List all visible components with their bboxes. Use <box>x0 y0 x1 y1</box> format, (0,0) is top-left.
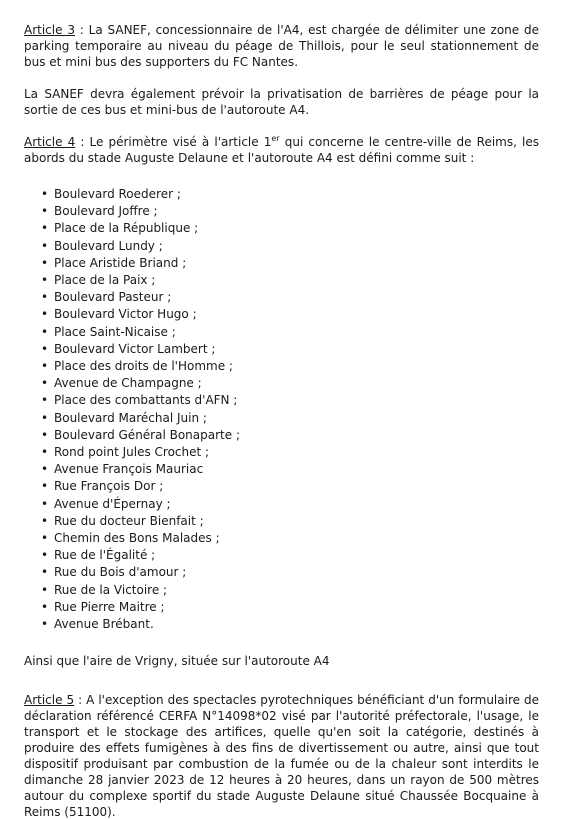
bullet-icon: • <box>41 427 49 442</box>
bullet-icon: • <box>41 187 49 201</box>
list-item: • Rue du Bois d'amour ; <box>41 564 539 581</box>
bullet-icon: • <box>41 359 49 374</box>
list-item: • Boulevard Victor Lambert ; <box>41 341 539 358</box>
vrigny-paragraph: Ainsi que l'aire de Vrigny, située sur l'autoroute A4 <box>24 654 330 669</box>
article-3-label: Article 3 <box>24 23 75 37</box>
list-item: • Boulevard Roederer ; <box>41 186 539 203</box>
list-item: • Rond point Jules Crochet ; <box>41 444 539 461</box>
article-5-paragraph <box>24 692 539 820</box>
article-5-label: Article 5 <box>24 693 75 708</box>
article-4-superscript: er <box>271 134 280 143</box>
bullet-icon: • <box>41 255 49 270</box>
list-item: • Boulevard Général Bonaparte ; <box>41 427 539 444</box>
list-item: • Place de la République ; <box>41 220 539 237</box>
bullet-icon: • <box>41 393 49 408</box>
bullet-icon: • <box>41 599 49 614</box>
list-item: • Place de la Paix ; <box>41 272 539 289</box>
bullet-icon: • <box>41 290 49 305</box>
list-item: • Boulevard Maréchal Juin ; <box>41 410 539 427</box>
list-item: • Boulevard Joffre ; <box>41 203 539 220</box>
article-4-text-after: qui concerne le centre-ville de Reims, les abords du stade Auguste Delaune et l'autoroute A4 est défini comme suit : <box>24 135 539 165</box>
bullet-icon: • <box>41 479 49 494</box>
bullet-icon: • <box>41 204 49 219</box>
list-item: • Rue du docteur Bienfait ; <box>41 513 539 530</box>
bullet-icon: • <box>41 462 49 477</box>
bullet-icon: • <box>41 410 49 425</box>
list-item: • Avenue François Mauriac <box>41 461 539 478</box>
list-item: • Rue François Dor ; <box>41 478 539 495</box>
bullet-icon: • <box>41 307 49 322</box>
bullet-icon: • <box>41 548 49 563</box>
list-item: • Rue de la Victoire ; <box>41 582 539 599</box>
list-item: • Avenue Brébant. <box>41 616 539 633</box>
bullet-icon: • <box>41 341 49 356</box>
article-3-text: : La SANEF, concessionnaire de l'A4, est chargée de délimiter une zone de parking temporaire au niveau du péage de Thillois, pour le seul stationnement de bus et mini bus des supporters du FC Nantes. <box>24 23 539 69</box>
article-4-label: Article 4 <box>24 135 76 149</box>
list-item: • Rue Pierre Maitre ; <box>41 599 539 616</box>
article-5-text: : A l'exception des spectacles pyrotechniques bénéficiant d'un formulaire de déclaration référencé CERFA N°14098*02 visé par l'autorité préfectorale, l'usage, le transport et le stockage des artifices, quelle qu'en soit la catégorie, destinés à produire des effets fumigènes à des fins de divertissement ou autre, ainsi que tout dispositif produisant par combustion de la fumée ou de la chaleur sont interdits le dimanche 28 janvier 2023 de 12 heures à 20 heures, dans un rayon de 500 mètres autour du complexe sportif du stade Auguste Delaune situé Chaussée Bocquaine à Reims (51100). <box>24 693 539 820</box>
bullet-icon: • <box>41 617 49 632</box>
sanef-paragraph: La SANEF devra également prévoir la privatisation de barrières de péage pour la sortie de ces bus et mini-bus de l'autoroute A4. <box>24 87 539 117</box>
list-item: • Boulevard Victor Hugo ; <box>41 306 539 323</box>
list-item: • Place Saint-Nicaise ; <box>41 324 539 341</box>
bullet-icon: • <box>41 221 49 236</box>
bullet-icon: • <box>41 376 49 391</box>
bullet-icon: • <box>41 273 49 288</box>
list-item: • Place des combattants d'AFN ; <box>41 392 539 409</box>
list-item: • Rue de l'Égalité ; <box>41 547 539 564</box>
list-item: • Place des droits de l'Homme ; <box>41 358 539 375</box>
bullet-icon: • <box>41 565 49 580</box>
bullet-icon: • <box>41 496 49 511</box>
bullet-icon: • <box>41 582 49 597</box>
list-item: • Boulevard Pasteur ; <box>41 289 539 306</box>
article-4-paragraph <box>24 134 539 166</box>
article-4-text-before: : Le périmètre visé à l'article 1 <box>75 135 272 149</box>
list-item: • Chemin des Bons Malades ; <box>41 530 539 547</box>
list-item: • Place Aristide Briand ; <box>41 255 539 272</box>
list-item: • Avenue d'Épernay ; <box>41 496 539 513</box>
bullet-icon: • <box>41 324 49 339</box>
bullet-icon: • <box>41 445 49 460</box>
bullet-icon: • <box>41 513 49 528</box>
bullet-icon: • <box>41 531 49 546</box>
bullet-icon: • <box>41 238 49 253</box>
list-item: • Avenue de Champagne ; <box>41 375 539 392</box>
article-3-paragraph <box>24 22 539 70</box>
street-list <box>24 186 539 633</box>
list-item: • Boulevard Lundy ; <box>41 238 539 255</box>
